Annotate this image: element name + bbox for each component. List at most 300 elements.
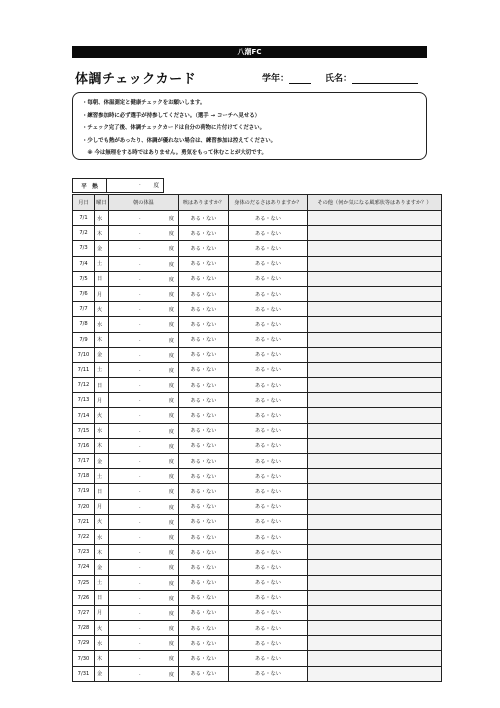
temp-input[interactable]	[109, 378, 179, 393]
unit-label: 度	[168, 413, 174, 420]
fatigue-choice[interactable]: ある・ない	[229, 545, 308, 560]
table-row	[73, 211, 442, 226]
fatigue-choice[interactable]: ある・ない	[229, 347, 308, 362]
decimal-dot: .	[139, 655, 141, 662]
cough-choice[interactable]: ある・ない	[179, 529, 229, 544]
temp-input[interactable]	[109, 408, 179, 423]
unit-label: 度	[153, 183, 159, 189]
row-dow: 日	[95, 484, 109, 499]
row-date: 7/21	[73, 514, 95, 529]
cough-choice[interactable]: ある・ない	[179, 362, 229, 377]
other-notes-input[interactable]	[308, 651, 442, 666]
decimal-dot: .	[139, 336, 141, 343]
fatigue-choice[interactable]: ある・ない	[229, 484, 308, 499]
unit-label: 度	[168, 352, 174, 359]
fatigue-choice[interactable]: ある・ない	[229, 226, 308, 241]
row-dow: 木	[95, 332, 109, 347]
row-dow: 金	[95, 241, 109, 256]
decimal-dot: .	[139, 181, 141, 187]
cough-choice[interactable]: ある・ない	[179, 545, 229, 560]
unit-label: 度	[168, 383, 174, 390]
row-date: 7/1	[73, 211, 95, 226]
cough-choice[interactable]: ある・ない	[179, 286, 229, 301]
temp-input[interactable]	[109, 499, 179, 514]
fatigue-choice[interactable]: ある・ない	[229, 317, 308, 332]
header-dow: 曜日	[95, 195, 109, 211]
header-temp: 朝の体温	[109, 195, 179, 211]
unit-label: 度	[168, 474, 174, 481]
row-date: 7/12	[73, 378, 95, 393]
temp-input[interactable]	[109, 393, 179, 408]
table-row	[73, 286, 442, 301]
unit-label: 度	[168, 565, 174, 572]
temp-input[interactable]	[109, 271, 179, 286]
unit-label: 度	[168, 443, 174, 450]
row-dow: 日	[95, 590, 109, 605]
decimal-dot: .	[139, 230, 141, 237]
temp-input[interactable]	[109, 211, 179, 226]
temp-input[interactable]	[109, 560, 179, 575]
other-notes-input[interactable]	[308, 454, 442, 469]
fatigue-choice[interactable]: ある・ない	[229, 302, 308, 317]
decimal-dot: .	[139, 609, 141, 616]
cough-choice[interactable]: ある・ない	[179, 484, 229, 499]
other-notes-input[interactable]	[308, 621, 442, 636]
other-notes-input[interactable]	[308, 423, 442, 438]
unit-label: 度	[168, 626, 174, 633]
table-row	[73, 499, 442, 514]
temp-input[interactable]	[109, 332, 179, 347]
decimal-dot: .	[139, 670, 141, 677]
cough-choice[interactable]: ある・ない	[179, 438, 229, 453]
fatigue-choice[interactable]: ある・ない	[229, 605, 308, 620]
temp-input[interactable]	[109, 651, 179, 666]
cough-choice[interactable]: ある・ない	[179, 378, 229, 393]
row-date: 7/6	[73, 286, 95, 301]
decimal-dot: .	[139, 306, 141, 313]
table-row	[73, 438, 442, 453]
decimal-dot: .	[139, 518, 141, 525]
cough-choice[interactable]: ある・ない	[179, 241, 229, 256]
other-notes-input[interactable]	[308, 302, 442, 317]
cough-choice[interactable]: ある・ない	[179, 423, 229, 438]
cough-choice[interactable]: ある・ない	[179, 499, 229, 514]
row-date: 7/26	[73, 590, 95, 605]
team-name: 八潮FC	[237, 48, 262, 56]
fatigue-choice[interactable]: ある・ない	[229, 499, 308, 514]
row-date: 7/24	[73, 560, 95, 575]
row-dow: 月	[95, 499, 109, 514]
unit-label: 度	[168, 398, 174, 405]
table-row	[73, 317, 442, 332]
name-label: 氏名：	[325, 74, 353, 84]
decimal-dot: .	[139, 382, 141, 389]
row-dow: 火	[95, 302, 109, 317]
cough-choice[interactable]: ある・ない	[179, 651, 229, 666]
other-notes-input[interactable]	[308, 226, 442, 241]
fatigue-choice[interactable]: ある・ない	[229, 514, 308, 529]
decimal-dot: .	[139, 442, 141, 449]
fatigue-choice[interactable]: ある・ない	[229, 575, 308, 590]
row-date: 7/17	[73, 454, 95, 469]
decimal-dot: .	[139, 275, 141, 282]
row-date: 7/29	[73, 636, 95, 651]
other-notes-input[interactable]	[308, 529, 442, 544]
notice-line: ・練習参加時に必ず選手が持参してください。（選手 → コーチへ見せる）	[82, 112, 261, 119]
row-dow: 日	[95, 271, 109, 286]
row-dow: 土	[95, 575, 109, 590]
unit-label: 度	[168, 367, 174, 374]
other-notes-input[interactable]	[308, 332, 442, 347]
temp-input[interactable]	[109, 362, 179, 377]
grade-blank[interactable]	[289, 74, 311, 84]
cough-choice[interactable]: ある・ない	[179, 256, 229, 271]
row-date: 7/3	[73, 241, 95, 256]
temp-input[interactable]	[109, 226, 179, 241]
unit-label: 度	[168, 504, 174, 511]
fatigue-choice[interactable]: ある・ない	[229, 636, 308, 651]
row-date: 7/9	[73, 332, 95, 347]
row-date: 7/4	[73, 256, 95, 271]
temp-input[interactable]	[109, 302, 179, 317]
fatigue-choice[interactable]: ある・ない	[229, 271, 308, 286]
unit-label: 度	[168, 307, 174, 314]
table-row	[73, 256, 442, 271]
temp-input[interactable]	[109, 423, 179, 438]
cough-choice[interactable]: ある・ない	[179, 302, 229, 317]
row-date: 7/30	[73, 651, 95, 666]
other-notes-input[interactable]	[308, 560, 442, 575]
table-row	[73, 621, 442, 636]
decimal-dot: .	[139, 397, 141, 404]
other-notes-input[interactable]	[308, 545, 442, 560]
row-dow: 土	[95, 362, 109, 377]
row-date: 7/8	[73, 317, 95, 332]
row-date: 7/16	[73, 438, 95, 453]
cough-choice[interactable]: ある・ない	[179, 514, 229, 529]
fatigue-choice[interactable]: ある・ない	[229, 454, 308, 469]
cough-choice[interactable]: ある・ない	[179, 226, 229, 241]
temp-input[interactable]	[109, 347, 179, 362]
cough-choice[interactable]: ある・ない	[179, 317, 229, 332]
table-row	[73, 423, 442, 438]
temp-input[interactable]	[109, 484, 179, 499]
other-notes-input[interactable]	[308, 317, 442, 332]
row-dow: 木	[95, 226, 109, 241]
decimal-dot: .	[139, 594, 141, 601]
unit-label: 度	[168, 337, 174, 344]
other-notes-input[interactable]	[308, 362, 442, 377]
table-row	[73, 636, 442, 651]
name-blank[interactable]	[352, 74, 418, 84]
table-row	[73, 362, 442, 377]
fatigue-choice[interactable]: ある・ない	[229, 666, 308, 681]
team-header-bar	[72, 46, 427, 58]
row-date: 7/19	[73, 484, 95, 499]
table-row	[73, 469, 442, 484]
decimal-dot: .	[139, 290, 141, 297]
fatigue-choice[interactable]: ある・ない	[229, 241, 308, 256]
row-dow: 火	[95, 514, 109, 529]
other-notes-input[interactable]	[308, 286, 442, 301]
table-row	[73, 226, 442, 241]
cough-choice[interactable]: ある・ない	[179, 408, 229, 423]
decimal-dot: .	[139, 260, 141, 267]
decimal-dot: .	[139, 366, 141, 373]
unit-label: 度	[168, 459, 174, 465]
fatigue-choice[interactable]: ある・ない	[229, 332, 308, 347]
decimal-dot: .	[139, 245, 141, 252]
decimal-dot: .	[139, 321, 141, 328]
table-row	[73, 560, 442, 575]
fatigue-choice[interactable]: ある・ない	[229, 393, 308, 408]
row-dow: 水	[95, 423, 109, 438]
unit-label: 度	[168, 489, 174, 496]
row-date: 7/10	[73, 347, 95, 362]
cough-choice[interactable]: ある・ない	[179, 575, 229, 590]
decimal-dot: .	[139, 640, 141, 647]
unit-label: 度	[168, 610, 174, 617]
unit-label: 度	[168, 216, 174, 222]
table-row	[73, 271, 442, 286]
row-dow: 金	[95, 347, 109, 362]
decimal-dot: .	[139, 533, 141, 540]
row-dow: 水	[95, 211, 109, 226]
row-dow: 木	[95, 438, 109, 453]
table-body	[73, 211, 442, 682]
row-dow: 月	[95, 393, 109, 408]
other-notes-input[interactable]	[308, 575, 442, 590]
unit-label: 度	[168, 550, 174, 557]
cough-choice[interactable]: ある・ない	[179, 666, 229, 681]
temp-input[interactable]	[109, 438, 179, 453]
temp-input[interactable]	[109, 256, 179, 271]
row-dow: 火	[95, 408, 109, 423]
row-date: 7/27	[73, 605, 95, 620]
name-field	[325, 71, 418, 84]
table-row	[73, 408, 442, 423]
row-date: 7/14	[73, 408, 95, 423]
cough-choice[interactable]: ある・ない	[179, 332, 229, 347]
unit-label: 度	[168, 656, 174, 663]
row-dow: 木	[95, 651, 109, 666]
other-notes-input[interactable]	[308, 469, 442, 484]
average-temp-table	[72, 178, 164, 193]
average-temp-input[interactable]	[107, 179, 164, 193]
decimal-dot: .	[139, 351, 141, 358]
table-row	[73, 590, 442, 605]
temp-input[interactable]	[109, 317, 179, 332]
table-row	[73, 666, 442, 681]
notice-line: ・チェック完了後、体調チェックカードは自分の荷物に片付けてください。	[82, 125, 265, 132]
unit-label: 度	[168, 246, 174, 253]
decimal-dot: .	[139, 564, 141, 571]
notice-box	[72, 92, 427, 160]
temp-input[interactable]	[109, 636, 179, 651]
other-notes-input[interactable]	[308, 347, 442, 362]
cough-choice[interactable]: ある・ない	[179, 469, 229, 484]
table-header-row	[73, 195, 442, 211]
row-date: 7/25	[73, 575, 95, 590]
fatigue-choice[interactable]: ある・ない	[229, 256, 308, 271]
unit-label: 度	[168, 534, 174, 541]
fatigue-choice[interactable]: ある・ない	[229, 378, 308, 393]
table-row	[73, 545, 442, 560]
row-dow: 月	[95, 605, 109, 620]
unit-label: 度	[168, 261, 174, 268]
other-notes-input[interactable]	[308, 514, 442, 529]
temp-input[interactable]	[109, 545, 179, 560]
row-date: 7/23	[73, 545, 95, 560]
temp-input[interactable]	[109, 241, 179, 256]
other-notes-input[interactable]	[308, 408, 442, 423]
other-notes-input[interactable]	[308, 605, 442, 620]
decimal-dot: .	[139, 412, 141, 419]
fatigue-choice[interactable]: ある・ない	[229, 621, 308, 636]
cough-choice[interactable]: ある・ない	[179, 621, 229, 636]
fatigue-choice[interactable]: ある・ない	[229, 438, 308, 453]
temp-input[interactable]	[109, 621, 179, 636]
row-dow: 水	[95, 636, 109, 651]
cough-choice[interactable]: ある・ない	[179, 636, 229, 651]
table-row	[73, 454, 442, 469]
cough-choice[interactable]: ある・ない	[179, 211, 229, 226]
other-notes-input[interactable]	[308, 499, 442, 514]
temp-input[interactable]	[109, 666, 179, 681]
table-row	[73, 241, 442, 256]
temp-input[interactable]	[109, 454, 179, 469]
row-date: 7/20	[73, 499, 95, 514]
header-date: 月日	[73, 195, 95, 211]
cough-choice[interactable]: ある・ない	[179, 347, 229, 362]
row-date: 7/5	[73, 271, 95, 286]
row-date: 7/11	[73, 362, 95, 377]
cough-choice[interactable]: ある・ない	[179, 454, 229, 469]
unit-label: 度	[168, 641, 174, 648]
page-title: 体調チェックカード	[75, 72, 197, 87]
table-row	[73, 514, 442, 529]
table-row	[73, 605, 442, 620]
decimal-dot: .	[139, 458, 141, 464]
unit-label: 度	[168, 519, 174, 526]
row-date: 7/15	[73, 423, 95, 438]
decimal-dot: .	[139, 503, 141, 510]
grade-field	[262, 71, 311, 84]
temp-input[interactable]	[109, 529, 179, 544]
average-temp-label: 平 熱	[73, 179, 107, 193]
other-notes-input[interactable]	[308, 241, 442, 256]
row-date: 7/31	[73, 666, 95, 681]
decimal-dot: .	[139, 473, 141, 480]
temp-input[interactable]	[109, 286, 179, 301]
fatigue-choice[interactable]: ある・ない	[229, 423, 308, 438]
decimal-dot: .	[139, 427, 141, 434]
table-row	[73, 302, 442, 317]
row-dow: 火	[95, 621, 109, 636]
table-row	[73, 484, 442, 499]
decimal-dot: .	[139, 215, 141, 221]
unit-label: 度	[168, 671, 174, 678]
header-other: その他（何か気になる風邪状等はありますか？）	[308, 195, 442, 211]
grade-label: 学年：	[262, 74, 290, 84]
other-notes-input[interactable]	[308, 271, 442, 286]
row-date: 7/13	[73, 393, 95, 408]
table-row	[73, 529, 442, 544]
unit-label: 度	[168, 291, 174, 298]
row-dow: 日	[95, 378, 109, 393]
table-row	[73, 378, 442, 393]
other-notes-input[interactable]	[308, 211, 442, 226]
decimal-dot: .	[139, 488, 141, 495]
temp-input[interactable]	[109, 575, 179, 590]
other-notes-input[interactable]	[308, 438, 442, 453]
fatigue-choice[interactable]: ある・ない	[229, 362, 308, 377]
temp-input[interactable]	[109, 469, 179, 484]
cough-choice[interactable]: ある・ない	[179, 271, 229, 286]
table-row	[73, 332, 442, 347]
fatigue-choice[interactable]: ある・ない	[229, 408, 308, 423]
fatigue-choice[interactable]: ある・ない	[229, 590, 308, 605]
row-date: 7/7	[73, 302, 95, 317]
unit-label: 度	[168, 231, 174, 238]
other-notes-input[interactable]	[308, 378, 442, 393]
fatigue-choice[interactable]: ある・ない	[229, 469, 308, 484]
fatigue-choice[interactable]: ある・ない	[229, 286, 308, 301]
cough-choice[interactable]: ある・ない	[179, 560, 229, 575]
row-dow: 金	[95, 560, 109, 575]
row-date: 7/18	[73, 469, 95, 484]
row-dow: 金	[95, 666, 109, 681]
row-dow: 水	[95, 317, 109, 332]
row-dow: 月	[95, 286, 109, 301]
notice-line: ※ 今は無理をする時ではありません。勇気をもって休むことが大切です。	[82, 150, 267, 157]
fatigue-choice[interactable]: ある・ない	[229, 560, 308, 575]
header-fatigue: 身体のだるさはありますか？	[229, 195, 308, 211]
other-notes-input[interactable]	[308, 636, 442, 651]
table-row	[73, 347, 442, 362]
temp-input[interactable]	[109, 514, 179, 529]
row-dow: 金	[95, 454, 109, 469]
temp-input[interactable]	[109, 590, 179, 605]
unit-label: 度	[168, 276, 174, 283]
decimal-dot: .	[139, 549, 141, 556]
other-notes-input[interactable]	[308, 666, 442, 681]
cough-choice[interactable]: ある・ない	[179, 393, 229, 408]
header-cough: 咳はありますか？	[179, 195, 229, 211]
fatigue-choice[interactable]: ある・ない	[229, 529, 308, 544]
notice-line: ・少しでも熱があったり、体調が優れない場合は、練習参加は控えてください。	[82, 137, 277, 144]
other-notes-input[interactable]	[308, 393, 442, 408]
row-date: 7/28	[73, 621, 95, 636]
row-dow: 水	[95, 529, 109, 544]
decimal-dot: .	[139, 579, 141, 586]
other-notes-input[interactable]	[308, 256, 442, 271]
other-notes-input[interactable]	[308, 484, 442, 499]
cough-choice[interactable]: ある・ない	[179, 590, 229, 605]
table-row	[73, 575, 442, 590]
daily-check-table	[72, 194, 442, 682]
table-row	[73, 393, 442, 408]
other-notes-input[interactable]	[308, 590, 442, 605]
row-dow: 土	[95, 469, 109, 484]
cough-choice[interactable]: ある・ない	[179, 605, 229, 620]
temp-input[interactable]	[109, 605, 179, 620]
fatigue-choice[interactable]: ある・ない	[229, 211, 308, 226]
unit-label: 度	[168, 595, 174, 602]
fatigue-choice[interactable]: ある・ない	[229, 651, 308, 666]
row-date: 7/2	[73, 226, 95, 241]
unit-label: 度	[168, 322, 174, 329]
